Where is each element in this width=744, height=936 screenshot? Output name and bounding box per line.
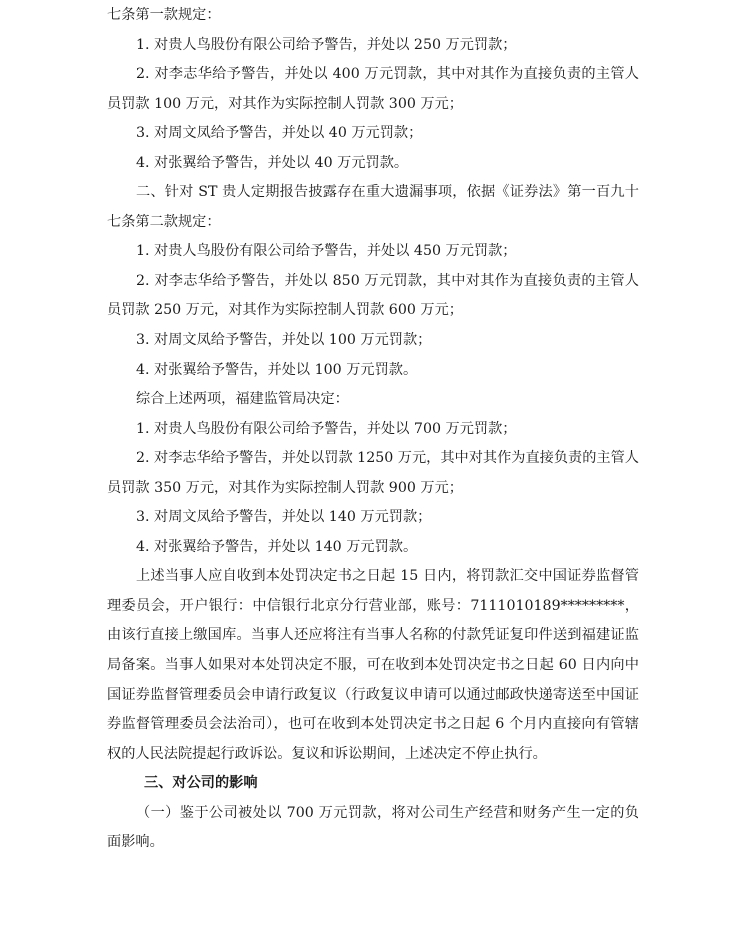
penalty-item-4: 4. 对张翼给予警告，并处以 100 万元罚款。 xyxy=(136,361,418,378)
penalty-item-1: 1. 对贵人鸟股份有限公司给予警告，并处以 700 万元罚款； xyxy=(136,420,517,437)
penalty-item-3: 3. 对周文凤给予警告，并处以 100 万元罚款； xyxy=(136,332,432,349)
payment-instructions-paragraph: 上述当事人应自收到本处罚决定书之日起 15 日内，将罚款汇交中国证券监督管理委员会，开户银行：中信银行北京分行营业部，账号：7111010189*********，由该行直接上缴国库。当事人还应将注有当事人名称的付款凭证复印件送到福建证监局备案。当事人如果对本处罚决定不服，可在收到本处罚决定书之日起 60 日内向中国证券监督管理委员会申请行政复议（行政复议申请可以通过邮政快递寄送至中国证券监督管理委员会法治司），也可在收到本处罚决定书之日起 6 个月内直接向有管辖权的人民法院提起行政诉讼。复议和诉讼期间，上述决定不停止执行。 xyxy=(107,568,639,762)
penalty-item-3: 3. 对周文凤给予警告，并处以 140 万元罚款； xyxy=(136,509,432,526)
penalty-item-1: 1. 对贵人鸟股份有限公司给予警告，并处以 250 万元罚款； xyxy=(136,36,517,53)
penalty-item-2: 2. 对李志华给予警告，并处以罚款 1250 万元，其中对其作为直接负责的主管人员罚款 350 万元，对其作为实际控制人罚款 900 万元； xyxy=(107,450,639,496)
combined-decision-intro: 综合上述两项，福建监管局决定： xyxy=(136,391,349,408)
paragraph-continuation: 七条第一款规定： xyxy=(107,7,221,23)
section-heading: 三、对公司的影响 xyxy=(144,775,258,792)
penalty-item-4: 4. 对张翼给予警告，并处以 40 万元罚款。 xyxy=(136,154,409,171)
penalty-item-3: 3. 对周文凤给予警告，并处以 40 万元罚款； xyxy=(136,125,423,142)
penalty-item-1: 1. 对贵人鸟股份有限公司给予警告，并处以 450 万元罚款； xyxy=(136,243,517,260)
impact-paragraph: （一）鉴于公司被处以 700 万元罚款，将对公司生产经营和财务产生一定的负面影响。 xyxy=(107,804,639,851)
document-page xyxy=(107,1,639,858)
penalty-item-2: 2. 对李志华给予警告，并处以 850 万元罚款，其中对其作为直接负责的主管人员罚款 250 万元，对其作为实际控制人罚款 600 万元； xyxy=(107,272,639,319)
penalty-item-2: 2. 对李志华给予警告，并处以 400 万元罚款，其中对其作为直接负责的主管人员罚款 100 万元，对其作为实际控制人罚款 300 万元； xyxy=(107,66,639,112)
section-two-intro: 二、针对 ST 贵人定期报告披露存在重大遗漏事项，依据《证券法》第一百九十七条第二款规定： xyxy=(107,184,639,230)
penalty-item-4: 4. 对张翼给予警告，并处以 140 万元罚款。 xyxy=(136,538,418,555)
